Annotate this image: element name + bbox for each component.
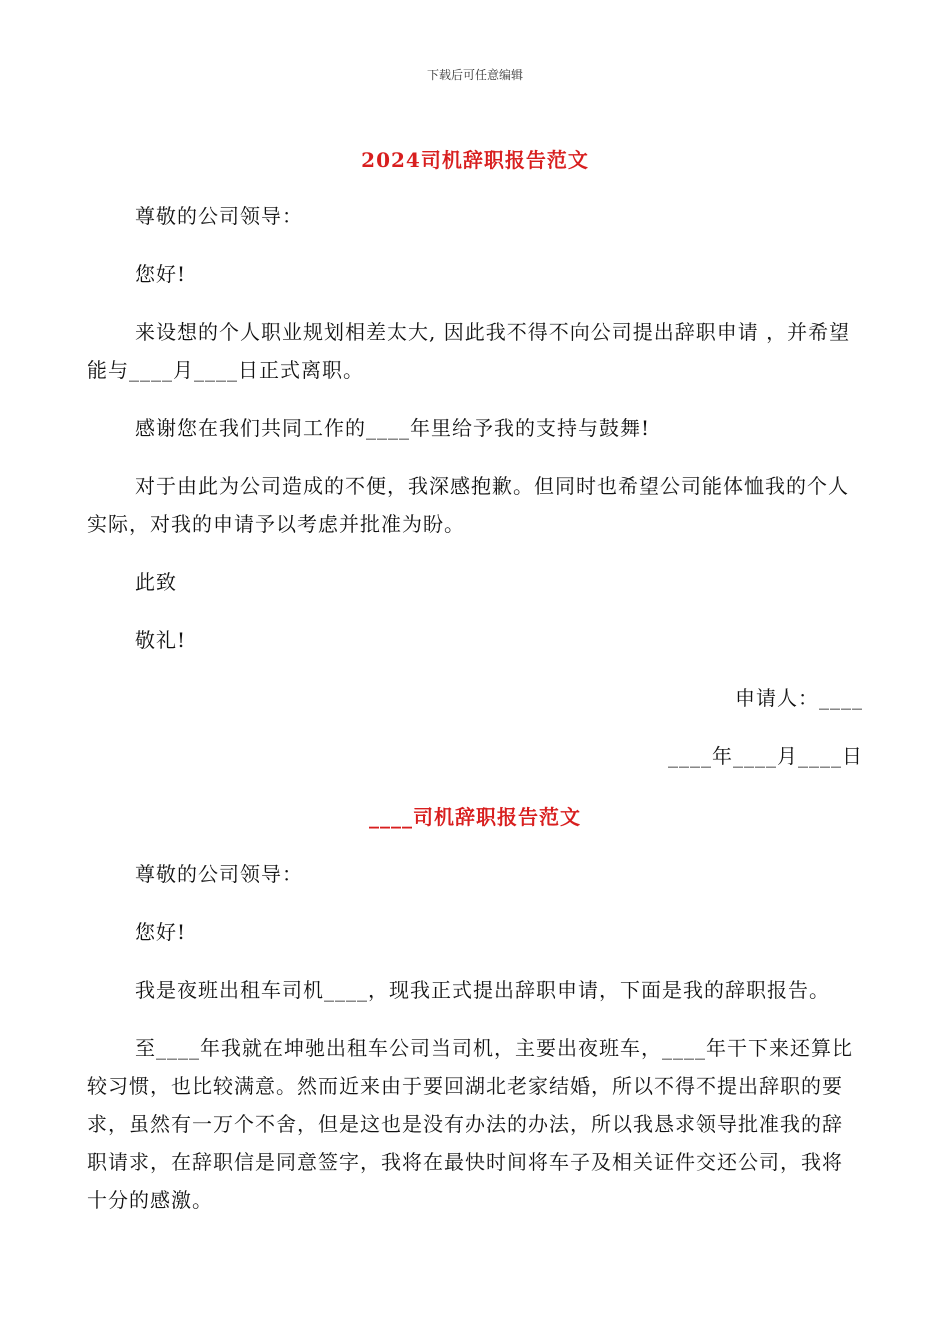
letter2-paragraph-1: 我是夜班出租车司机____，现我正式提出辞职申请，下面是我的辞职报告。 xyxy=(135,978,830,1002)
letter2-greeting: 您好! xyxy=(135,920,187,944)
letter1-paragraph-1: 来设想的个人职业规划相差太大, 因此我不得不向公司提出辞职申请 ，并希望能与____月____日正式离职。 xyxy=(87,320,851,382)
letter1-salutation: 尊敬的公司领导： xyxy=(135,204,303,228)
letter1-date: ____年____月____日 xyxy=(668,744,863,768)
letter1-paragraph-2: 感谢您在我们共同工作的____年里给予我的支持与鼓舞! xyxy=(135,416,651,440)
letter2-title: ____司机辞职报告范文 xyxy=(369,805,581,829)
letter1-greeting: 您好! xyxy=(135,262,187,286)
letter1-closing-2: 敬礼! xyxy=(135,628,187,652)
letter1-applicant: 申请人：____ xyxy=(735,686,863,710)
letter1-title: 2024司机辞职报告范文 xyxy=(361,148,589,172)
letter2-salutation: 尊敬的公司领导： xyxy=(135,862,303,886)
letter1-paragraph-3: 对于由此为公司造成的不便，我深感抱歉。但同时也希望公司能体恤我的个人实际，对我的申请予以考虑并批准为盼。 xyxy=(87,474,849,536)
letter2-paragraph-2: 至____年我就在坤驰出租车公司当司机，主要出夜班车，____年干下来还算比较习惯，也比较满意。然而近来由于要回湖北老家结婚，所以不得不提出辞职的要求，虽然有一万个不舍，但是这也是没有办法的办法，所以我恳求领导批准我的辞职请求，在辞职信是同意签字，我将在最快时间将车子及相关证件交还公司，我将十分的感激。 xyxy=(87,1036,853,1212)
header-note: 下载后可任意编辑 xyxy=(426,68,523,82)
letter1-closing-1: 此致 xyxy=(135,570,177,594)
